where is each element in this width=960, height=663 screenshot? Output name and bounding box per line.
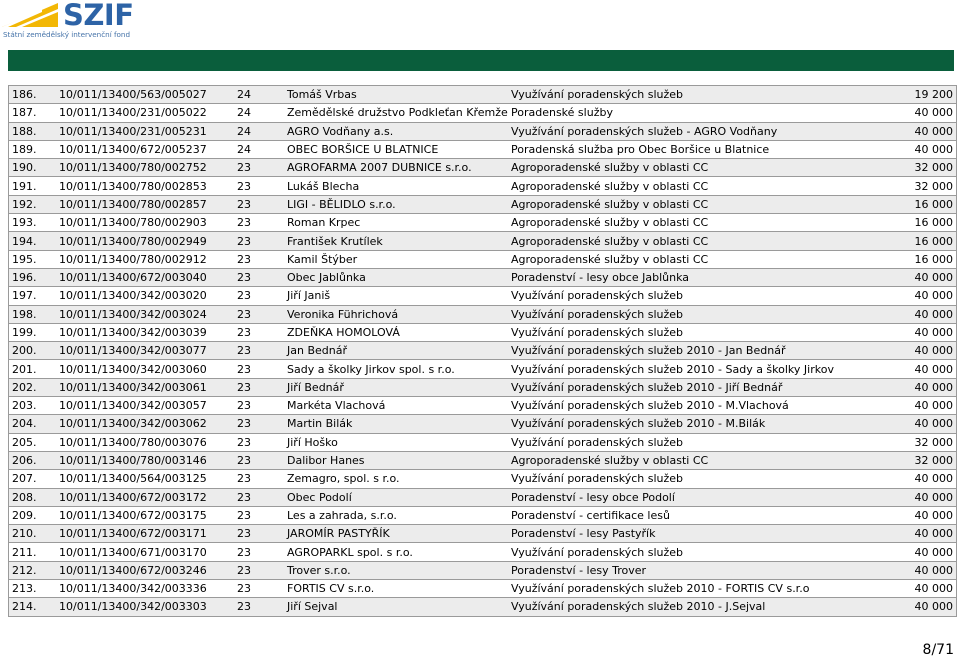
page-number: 8/71: [922, 642, 954, 658]
project-name: Využívání poradenských služeb: [508, 323, 906, 341]
applicant-name: Obec Jablůnka: [284, 268, 508, 286]
header-bar: [8, 50, 954, 71]
registration-number: 10/011/13400/342/003024: [56, 305, 234, 323]
table-row: [9, 177, 957, 195]
measure-code: 23: [234, 378, 284, 396]
applicant-name: AGRO Vodňany a.s.: [284, 122, 508, 140]
registration-number: 10/011/13400/780/002912: [56, 250, 234, 268]
row-number: 187.: [9, 104, 57, 122]
measure-code: 23: [234, 397, 284, 415]
registration-number: 10/011/13400/342/003039: [56, 323, 234, 341]
project-name: Agroporadenské služby v oblasti CC: [508, 195, 906, 213]
project-name: Využívání poradenských služeb 2010 - J.Sejval: [508, 598, 906, 616]
measure-code: 23: [234, 159, 284, 177]
table-row: [9, 488, 957, 506]
project-name: Poradenská služba pro Obec Boršice u Blatnice: [508, 140, 906, 158]
measure-code: 23: [234, 543, 284, 561]
project-name: Agroporadenské služby v oblasti CC: [508, 451, 906, 469]
project-name: Využívání poradenských služeb: [508, 287, 906, 305]
measure-code: 23: [234, 598, 284, 616]
row-number: 203.: [9, 397, 57, 415]
table-row: [9, 580, 957, 598]
registration-number: 10/011/13400/342/003057: [56, 397, 234, 415]
registration-number: 10/011/13400/672/003040: [56, 268, 234, 286]
row-number: 189.: [9, 140, 57, 158]
row-number: 196.: [9, 268, 57, 286]
grants-table-body: [9, 86, 957, 617]
project-name: Agroporadenské služby v oblasti CC: [508, 232, 906, 250]
applicant-name: Markéta Vlachová: [284, 397, 508, 415]
measure-code: 23: [234, 195, 284, 213]
measure-code: 23: [234, 232, 284, 250]
registration-number: 10/011/13400/671/003170: [56, 543, 234, 561]
applicant-name: ZDEŇKA HOMOLOVÁ: [284, 323, 508, 341]
row-number: 207.: [9, 470, 57, 488]
project-name: Využívání poradenských služeb: [508, 433, 906, 451]
applicant-name: Jiří Janiš: [284, 287, 508, 305]
project-name: Agroporadenské služby v oblasti CC: [508, 177, 906, 195]
table-row: [9, 287, 957, 305]
row-number: 206.: [9, 451, 57, 469]
subsidy-amount: 16 000: [906, 232, 957, 250]
row-number: 213.: [9, 580, 57, 598]
measure-code: 23: [234, 506, 284, 524]
table-row: [9, 342, 957, 360]
row-number: 195.: [9, 250, 57, 268]
row-number: 209.: [9, 506, 57, 524]
project-name: Agroporadenské služby v oblasti CC: [508, 250, 906, 268]
subsidy-amount: 40 000: [906, 378, 957, 396]
row-number: 211.: [9, 543, 57, 561]
row-number: 197.: [9, 287, 57, 305]
subsidy-amount: 40 000: [906, 506, 957, 524]
measure-code: 23: [234, 287, 284, 305]
row-number: 202.: [9, 378, 57, 396]
project-name: Využívání poradenských služeb: [508, 543, 906, 561]
registration-number: 10/011/13400/563/005027: [56, 86, 234, 104]
table-row: [9, 378, 957, 396]
subsidy-amount: 40 000: [906, 122, 957, 140]
applicant-name: Zemědělské družstvo Podkleťan Křemže: [284, 104, 508, 122]
table-row: [9, 470, 957, 488]
registration-number: 10/011/13400/672/003175: [56, 506, 234, 524]
row-number: 186.: [9, 86, 57, 104]
subsidy-amount: 40 000: [906, 397, 957, 415]
subsidy-amount: 40 000: [906, 140, 957, 158]
registration-number: 10/011/13400/780/002752: [56, 159, 234, 177]
subsidy-amount: 40 000: [906, 104, 957, 122]
subsidy-amount: 40 000: [906, 305, 957, 323]
project-name: Poradenství - certifikace lesů: [508, 506, 906, 524]
measure-code: 23: [234, 451, 284, 469]
table-row: [9, 159, 957, 177]
subsidy-amount: 40 000: [906, 525, 957, 543]
applicant-name: Jiří Hoško: [284, 433, 508, 451]
grants-table: [8, 85, 957, 617]
project-name: Agroporadenské služby v oblasti CC: [508, 214, 906, 232]
subsidy-amount: 40 000: [906, 543, 957, 561]
applicant-name: Sady a školky Jirkov spol. s r.o.: [284, 360, 508, 378]
row-number: 191.: [9, 177, 57, 195]
table-row: [9, 122, 957, 140]
measure-code: 23: [234, 360, 284, 378]
subsidy-amount: 40 000: [906, 342, 957, 360]
registration-number: 10/011/13400/342/003336: [56, 580, 234, 598]
applicant-name: Roman Krpec: [284, 214, 508, 232]
applicant-name: Lukáš Blecha: [284, 177, 508, 195]
measure-code: 23: [234, 415, 284, 433]
measure-code: 23: [234, 177, 284, 195]
registration-number: 10/011/13400/780/003146: [56, 451, 234, 469]
registration-number: 10/011/13400/342/003303: [56, 598, 234, 616]
registration-number: 10/011/13400/672/003171: [56, 525, 234, 543]
applicant-name: Jiří Bednář: [284, 378, 508, 396]
project-name: Agroporadenské služby v oblasti CC: [508, 159, 906, 177]
subsidy-amount: 32 000: [906, 177, 957, 195]
project-name: Využívání poradenských služeb: [508, 470, 906, 488]
subsidy-amount: 32 000: [906, 451, 957, 469]
applicant-name: OBEC BORŠICE U BLATNICE: [284, 140, 508, 158]
measure-code: 24: [234, 122, 284, 140]
project-name: Využívání poradenských služeb 2010 - Sady a školky Jirkov: [508, 360, 906, 378]
table-row: [9, 195, 957, 213]
row-number: 190.: [9, 159, 57, 177]
applicant-name: Kamil Štýber: [284, 250, 508, 268]
table-row: [9, 250, 957, 268]
table-row: [9, 232, 957, 250]
measure-code: 23: [234, 342, 284, 360]
registration-number: 10/011/13400/780/002857: [56, 195, 234, 213]
project-name: Využívání poradenských služeb: [508, 86, 906, 104]
row-number: 214.: [9, 598, 57, 616]
applicant-name: Les a zahrada, s.r.o.: [284, 506, 508, 524]
project-name: Poradenství - lesy obce Podolí: [508, 488, 906, 506]
subsidy-amount: 19 200: [906, 86, 957, 104]
row-number: 210.: [9, 525, 57, 543]
project-name: Poradenské služby: [508, 104, 906, 122]
table-row: [9, 360, 957, 378]
applicant-name: Tomáš Vrbas: [284, 86, 508, 104]
table-row: [9, 86, 957, 104]
subsidy-amount: 40 000: [906, 268, 957, 286]
project-name: Poradenství - lesy obce Jablůnka: [508, 268, 906, 286]
project-name: Využívání poradenských služeb 2010 - M.Bilák: [508, 415, 906, 433]
table-row: [9, 561, 957, 579]
registration-number: 10/011/13400/231/005022: [56, 104, 234, 122]
registration-number: 10/011/13400/342/003062: [56, 415, 234, 433]
table-row: [9, 415, 957, 433]
table-row: [9, 214, 957, 232]
row-number: 205.: [9, 433, 57, 451]
subsidy-amount: 40 000: [906, 488, 957, 506]
applicant-name: Jiří Sejval: [284, 598, 508, 616]
subsidy-amount: 40 000: [906, 580, 957, 598]
measure-code: 23: [234, 433, 284, 451]
table-row: [9, 104, 957, 122]
applicant-name: AGROFARMA 2007 DUBNICE s.r.o.: [284, 159, 508, 177]
applicant-name: AGROPARKL spol. s r.o.: [284, 543, 508, 561]
applicant-name: LIGI - BĚLIDLO s.r.o.: [284, 195, 508, 213]
table-row: [9, 506, 957, 524]
measure-code: 23: [234, 580, 284, 598]
logo-title: SZIF: [63, 0, 134, 32]
registration-number: 10/011/13400/672/003246: [56, 561, 234, 579]
subsidy-amount: 16 000: [906, 214, 957, 232]
logo-subtitle: Státní zemědělský intervenční fond: [3, 30, 131, 39]
project-name: Využívání poradenských služeb - AGRO Vodňany: [508, 122, 906, 140]
measure-code: 23: [234, 250, 284, 268]
project-name: Využívání poradenských služeb 2010 - Jiří Bednář: [508, 378, 906, 396]
project-name: Využívání poradenských služeb: [508, 305, 906, 323]
row-number: 199.: [9, 323, 57, 341]
row-number: 208.: [9, 488, 57, 506]
registration-number: 10/011/13400/564/003125: [56, 470, 234, 488]
project-name: Využívání poradenských služeb 2010 - M.Vlachová: [508, 397, 906, 415]
subsidy-amount: 32 000: [906, 433, 957, 451]
table-row: [9, 543, 957, 561]
subsidy-amount: 40 000: [906, 415, 957, 433]
applicant-name: Trover s.r.o.: [284, 561, 508, 579]
subsidy-amount: 16 000: [906, 250, 957, 268]
subsidy-amount: 40 000: [906, 598, 957, 616]
applicant-name: Zemagro, spol. s r.o.: [284, 470, 508, 488]
measure-code: 24: [234, 86, 284, 104]
applicant-name: Martin Bilák: [284, 415, 508, 433]
registration-number: 10/011/13400/672/003172: [56, 488, 234, 506]
applicant-name: FORTIS CV s.r.o.: [284, 580, 508, 598]
measure-code: 24: [234, 140, 284, 158]
measure-code: 24: [234, 104, 284, 122]
szif-logo-mark-icon: [2, 3, 58, 27]
row-number: 200.: [9, 342, 57, 360]
registration-number: 10/011/13400/780/002853: [56, 177, 234, 195]
subsidy-amount: 40 000: [906, 360, 957, 378]
table-row: [9, 433, 957, 451]
measure-code: 23: [234, 323, 284, 341]
row-number: 192.: [9, 195, 57, 213]
table-row: [9, 525, 957, 543]
applicant-name: František Krutílek: [284, 232, 508, 250]
subsidy-amount: 16 000: [906, 195, 957, 213]
registration-number: 10/011/13400/342/003061: [56, 378, 234, 396]
registration-number: 10/011/13400/231/005231: [56, 122, 234, 140]
subsidy-amount: 40 000: [906, 561, 957, 579]
measure-code: 23: [234, 305, 284, 323]
table-row: [9, 397, 957, 415]
measure-code: 23: [234, 561, 284, 579]
measure-code: 23: [234, 268, 284, 286]
row-number: 193.: [9, 214, 57, 232]
applicant-name: JAROMÍR PASTYŘÍK: [284, 525, 508, 543]
subsidy-amount: 32 000: [906, 159, 957, 177]
table-row: [9, 268, 957, 286]
measure-code: 23: [234, 488, 284, 506]
measure-code: 23: [234, 214, 284, 232]
project-name: Využívání poradenských služeb 2010 - FORTIS CV s.r.o: [508, 580, 906, 598]
row-number: 212.: [9, 561, 57, 579]
applicant-name: Jan Bednář: [284, 342, 508, 360]
registration-number: 10/011/13400/342/003077: [56, 342, 234, 360]
project-name: Využívání poradenských služeb 2010 - Jan Bednář: [508, 342, 906, 360]
row-number: 198.: [9, 305, 57, 323]
applicant-name: Dalibor Hanes: [284, 451, 508, 469]
registration-number: 10/011/13400/342/003020: [56, 287, 234, 305]
row-number: 188.: [9, 122, 57, 140]
project-name: Poradenství - lesy Trover: [508, 561, 906, 579]
table-row: [9, 323, 957, 341]
row-number: 204.: [9, 415, 57, 433]
table-row: [9, 451, 957, 469]
subsidy-amount: 40 000: [906, 323, 957, 341]
table-row: [9, 305, 957, 323]
registration-number: 10/011/13400/780/003076: [56, 433, 234, 451]
measure-code: 23: [234, 525, 284, 543]
project-name: Poradenství - lesy Pastyřík: [508, 525, 906, 543]
registration-number: 10/011/13400/672/005237: [56, 140, 234, 158]
szif-logo: [0, 0, 200, 46]
row-number: 194.: [9, 232, 57, 250]
table-row: [9, 140, 957, 158]
applicant-name: Veronika Führichová: [284, 305, 508, 323]
subsidy-amount: 40 000: [906, 287, 957, 305]
row-number: 201.: [9, 360, 57, 378]
registration-number: 10/011/13400/780/002949: [56, 232, 234, 250]
applicant-name: Obec Podolí: [284, 488, 508, 506]
registration-number: 10/011/13400/342/003060: [56, 360, 234, 378]
measure-code: 23: [234, 470, 284, 488]
table-row: [9, 598, 957, 616]
registration-number: 10/011/13400/780/002903: [56, 214, 234, 232]
subsidy-amount: 40 000: [906, 470, 957, 488]
